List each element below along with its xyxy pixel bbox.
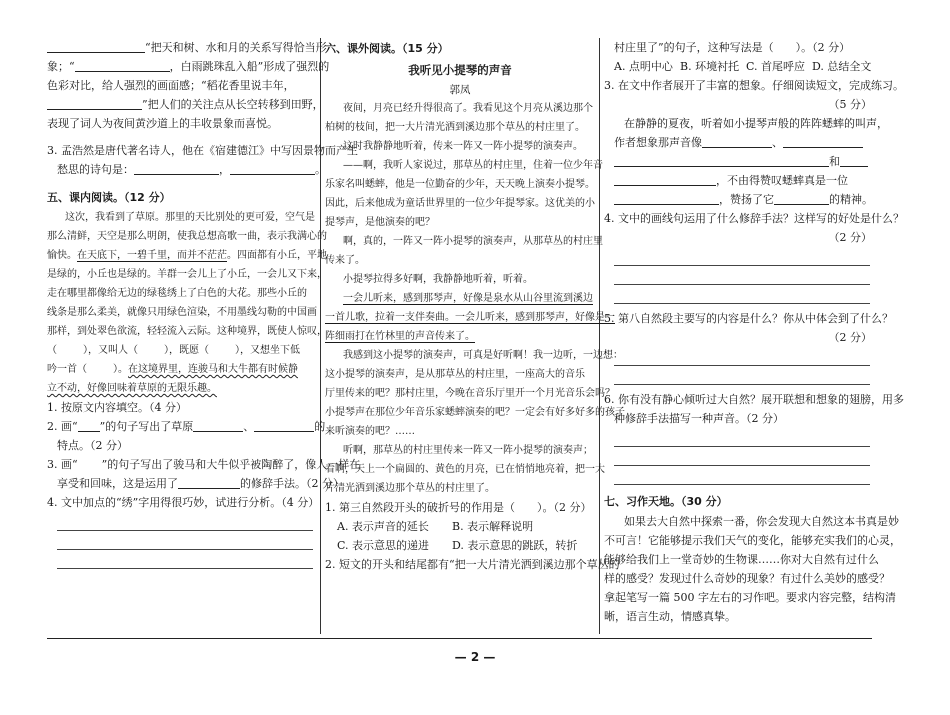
blank[interactable]	[840, 153, 868, 167]
q3-text-3: 和	[604, 152, 872, 171]
answer-line[interactable]	[614, 247, 870, 266]
q3-text-5: ，赞扬了它 的精神。	[604, 190, 872, 209]
option-a[interactable]: A. 点明中心	[614, 60, 673, 73]
intro-line: ”把人们的关注点从长空转移到田野，	[47, 95, 315, 114]
q6-label: 6. 你有没有静心倾听过大自然？展开联想和想象的翅膀，用多	[604, 393, 904, 406]
answer-line[interactable]	[614, 428, 870, 447]
q3-score: （5 分）	[828, 98, 872, 111]
q3-fill-poem: 3. 孟浩然是唐代著名诗人，他在《宿建德江》中写因景物而产生	[47, 144, 358, 157]
q3-text: 在静静的夏夜，听着如小提琴声般的阵阵蟋蟀的叫声，	[624, 117, 888, 130]
intro-line: 色彩对比，给人强烈的画面感；“稻花香里说丰年，	[47, 79, 295, 92]
option-d[interactable]: D. 总结全文	[812, 60, 872, 73]
blank[interactable]	[47, 96, 142, 110]
blank[interactable]	[178, 475, 240, 489]
option-c[interactable]: C. 首尾呼应	[746, 60, 806, 73]
section-5-heading: 五、课内阅读。（12 分）	[47, 191, 171, 204]
reading-passage: 这次，我看到了草原。那里的天比别处的更可爱，空气是 那么清鲜，天空是那么明朗，使我总想高歌一曲，表示我满心的 愉快。在天底下，一碧千里，而并不茫茫。四面都有小丘，平地 是绿的，小丘也是绿的。羊群一会儿上了小丘，一会儿又下来， 走在哪里都像给无边的绿毯绣上了白色的大花。那些小丘的 线条是那么柔美，就像只用绿色渲染，不用墨线勾勒的中国画 那样，到处翠色欲流，轻轻流入云际。这种境界，既使人惊叹， （ ），又叫人（ ），既愿（ ），又想坐下低 吟一首（ ）。在这境界里，连骏马和大牛都有时候静 立不动，好像回味着草原的无限乐趣。	[47, 212, 327, 394]
section-6-heading: 六、课外阅读。（15 分）	[325, 42, 449, 55]
q3-fill-poem-b: 愁思的诗句是： ， 。	[57, 163, 326, 176]
intro-line: 表现了词人为夜间黄沙道上的丰收景象而喜悦。	[47, 117, 278, 130]
answer-line[interactable]	[614, 347, 870, 366]
blank[interactable]	[75, 58, 170, 72]
right-column	[604, 38, 904, 626]
intro-line: 象；“ ，白雨跳珠乱入船”形成了强烈的	[47, 60, 330, 73]
left-column	[47, 38, 361, 569]
q2-options	[604, 57, 872, 76]
q4-label: 4. 文中的画线句运用了什么修辞手法？这样写的好处是什么？	[604, 212, 904, 225]
q4-label: 4. 文中加点的“绣”字用得很巧妙，试进行分析。（4 分）	[47, 496, 320, 509]
q1-label: 1. 按原文内容填空。（4 分）	[47, 401, 187, 414]
option-b[interactable]: B. 表示解释说明	[452, 520, 534, 533]
q6-label-b: 种修辞手法描写一种声音。（2 分）	[614, 412, 784, 425]
q3r-label-b: 享受和回味，这是运用了 的修辞手法。（2 分）	[57, 477, 344, 490]
q1-options	[325, 517, 595, 536]
option-b[interactable]: B. 环境衬托	[680, 60, 740, 73]
blank[interactable]	[614, 191, 719, 205]
blank[interactable]	[614, 153, 829, 167]
article-author: 郭凤	[449, 84, 471, 96]
blank[interactable]	[783, 134, 863, 148]
option-d[interactable]: D. 表示意思的跳跃，转折	[452, 539, 578, 552]
q5-score: （2 分）	[828, 331, 872, 344]
q1-options-2	[325, 536, 595, 555]
q3r-label: 3. 画“ ”的句子写出了骏马和大牛似乎被陶醉了，像人一样在	[47, 458, 361, 471]
blank[interactable]	[193, 418, 243, 432]
answer-line[interactable]	[614, 466, 870, 485]
answer-line[interactable]	[614, 266, 870, 285]
blank[interactable]	[254, 418, 314, 432]
q3-label: 3. 在文中作者展开了丰富的想象。仔细阅读短文，完成练习。	[604, 79, 904, 92]
blank[interactable]	[614, 172, 716, 186]
q1-label: 1. 第三自然段开头的破折号的作用是（ ）。（2 分）	[325, 501, 592, 514]
essay-prompt: 如果去大自然中探索一番，你会发现大自然这本书真是妙 不可言！它能够提示我们天气的变化，能够充实我们的心灵， 能够给我们上一堂奇妙的生物课……你对大自然有过什么 样的感受？发现过什么奇妙的现象？有过什么美妙的感受？ 拿起笔写一篇 500 字左右的习作吧。要求内容完整，结构清 晰，语言生动，情感真挚。	[604, 515, 901, 623]
q4-score: （2 分）	[828, 231, 872, 244]
footer-rule	[47, 638, 872, 639]
q5-label: 5. 第八自然段主要写的内容是什么？你从中体会到了什么？	[604, 312, 893, 325]
q2-label: 2. 短文的开头和结尾都有“把一大片清光洒到溪边那个草丛的	[325, 558, 620, 571]
article-body: 夜间，月亮已经升得很高了。我看见这个月亮从溪边那个 柏树的枝间，把一大片清光洒到溪边那个草丛的村庄里了。 这时我静静地听着，传来一阵又一阵小提琴的演奏声。 ——啊，我听人家说过，那草丛的村庄里，住着一位少年音 乐家名叫蟋蟀，他是一位勤奋的少年，天天晚上演奏小提琴。 因此，后来他成为童话世界里的一位少年提琴家。这优美的小 提琴声，是他演奏的吧？ 啊，真的，一阵又一阵小提琴的演奏声，从那草丛的村庄里 传来了。 小提琴拉得多好啊，我静静地听着，听着。 一会儿听来，感到那琴声，好像是泉水从山谷里流到溪边 一首儿歌，拉着一支伴奏曲。一会儿听来，感到那琴声，好像是一 阵细雨打在竹林里的声音传来了。 我感到这小提琴的演奏声，可真是好听啊！我一边听，一边想： 这小提琴的演奏声，是从那草丛的村庄里，一座高大的音乐 厅里传来的吧？那村庄里，今晚在音乐厅里开一个月光音乐会吗？ 小提琴声在那位少年音乐家蟋蟀演奏的吧？一定会有好多好多的孩子 来听演奏的吧？…… 听啊，那草丛的村庄里传来一阵又一阵小提琴的演奏声； 看啊，天上一个扁圆的、黄色的月亮，已在悄悄地亮着，把一大 片清光洒到溪边那个草丛的村庄里了。	[325, 103, 625, 494]
blank[interactable]	[702, 134, 772, 148]
option-c[interactable]: C. 表示意思的递进	[337, 539, 430, 552]
column-divider-2	[599, 38, 600, 634]
blank[interactable]	[230, 161, 315, 175]
blank[interactable]	[774, 191, 829, 205]
answer-line[interactable]	[57, 531, 313, 550]
q2-label: 2. 画“ ”的句子写出了草原 、 的	[47, 420, 326, 433]
answer-line[interactable]	[614, 366, 870, 385]
blank[interactable]	[134, 161, 219, 175]
page-number: — 2 —	[454, 650, 496, 664]
intro-line: “把天和树、水和月的关系写得恰当形	[47, 38, 315, 57]
q3-text-2: 作者想象那声音像 、	[604, 133, 872, 152]
q2-continued: 村庄里了”的句子，这种写法是（ ）。（2 分）	[614, 41, 851, 54]
q3-text-4: ，不由得赞叹蟋蟀真是一位	[604, 171, 872, 190]
section-7-heading: 七、习作天地。（30 分）	[604, 495, 728, 508]
answer-line[interactable]	[614, 285, 870, 304]
q2-label-b: 特点。（2 分）	[57, 439, 128, 452]
answer-line[interactable]	[57, 512, 313, 531]
answer-line[interactable]	[57, 550, 313, 569]
option-a[interactable]: A. 表示声音的延长	[337, 520, 429, 533]
answer-line[interactable]	[614, 447, 870, 466]
article-title: 我听见小提琴的声音	[408, 63, 512, 77]
blank[interactable]	[47, 39, 145, 53]
middle-column	[325, 38, 625, 574]
